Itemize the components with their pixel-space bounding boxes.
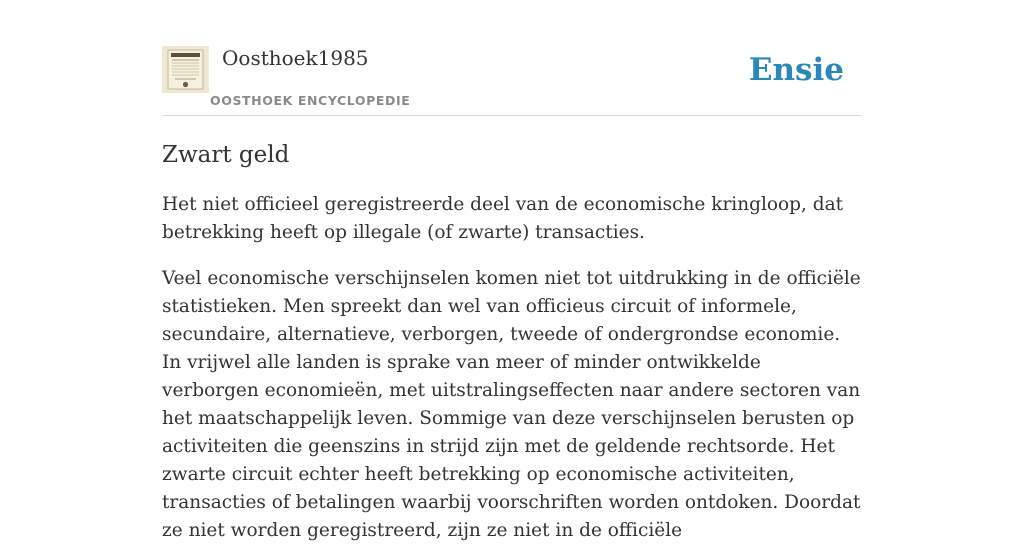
article-paragraph: Het niet officieel geregistreerde deel van de economische kringloop, dat betrekking heeft op illegale (of zwarte) transacties. [162,194,844,243]
article-paragraph: Veel economische verschijnselen komen niet tot uitdrukking in de officiële statistieken. Men spreekt dan wel van officieus circuit of informele, secundaire, alternatieve, verborgen, tweede of ondergrondse economie. In vrijwel alle landen is sprake van meer of minder ontwikkelde verborgen economieën, met uitstralingseffecten naar andere sectoren van het maatschappelijk leven. Sommige van deze verschijnselen berusten op activiteiten die geenszins in strijd zijn met de geldende rechtsorde. Het zwarte circuit echter heeft betrekking op economische activiteiten, transacties of betalingen waarbij voorschriften worden ontdoken. Doordat ze niet worden geregistreerd, zijn ze niet in de officiële [162,268,861,541]
book-cover-icon [162,46,209,93]
article-header [162,0,862,116]
article-title: Zwart geld [162,142,290,168]
ensie-logo[interactable]: Ensie [748,52,844,88]
author-avatar[interactable] [162,46,209,93]
publication-name[interactable]: OOSTHOEK ENCYCLOPEDIE [210,93,411,108]
author-name[interactable]: Oosthoek1985 [222,46,369,70]
article-page [162,0,862,541]
